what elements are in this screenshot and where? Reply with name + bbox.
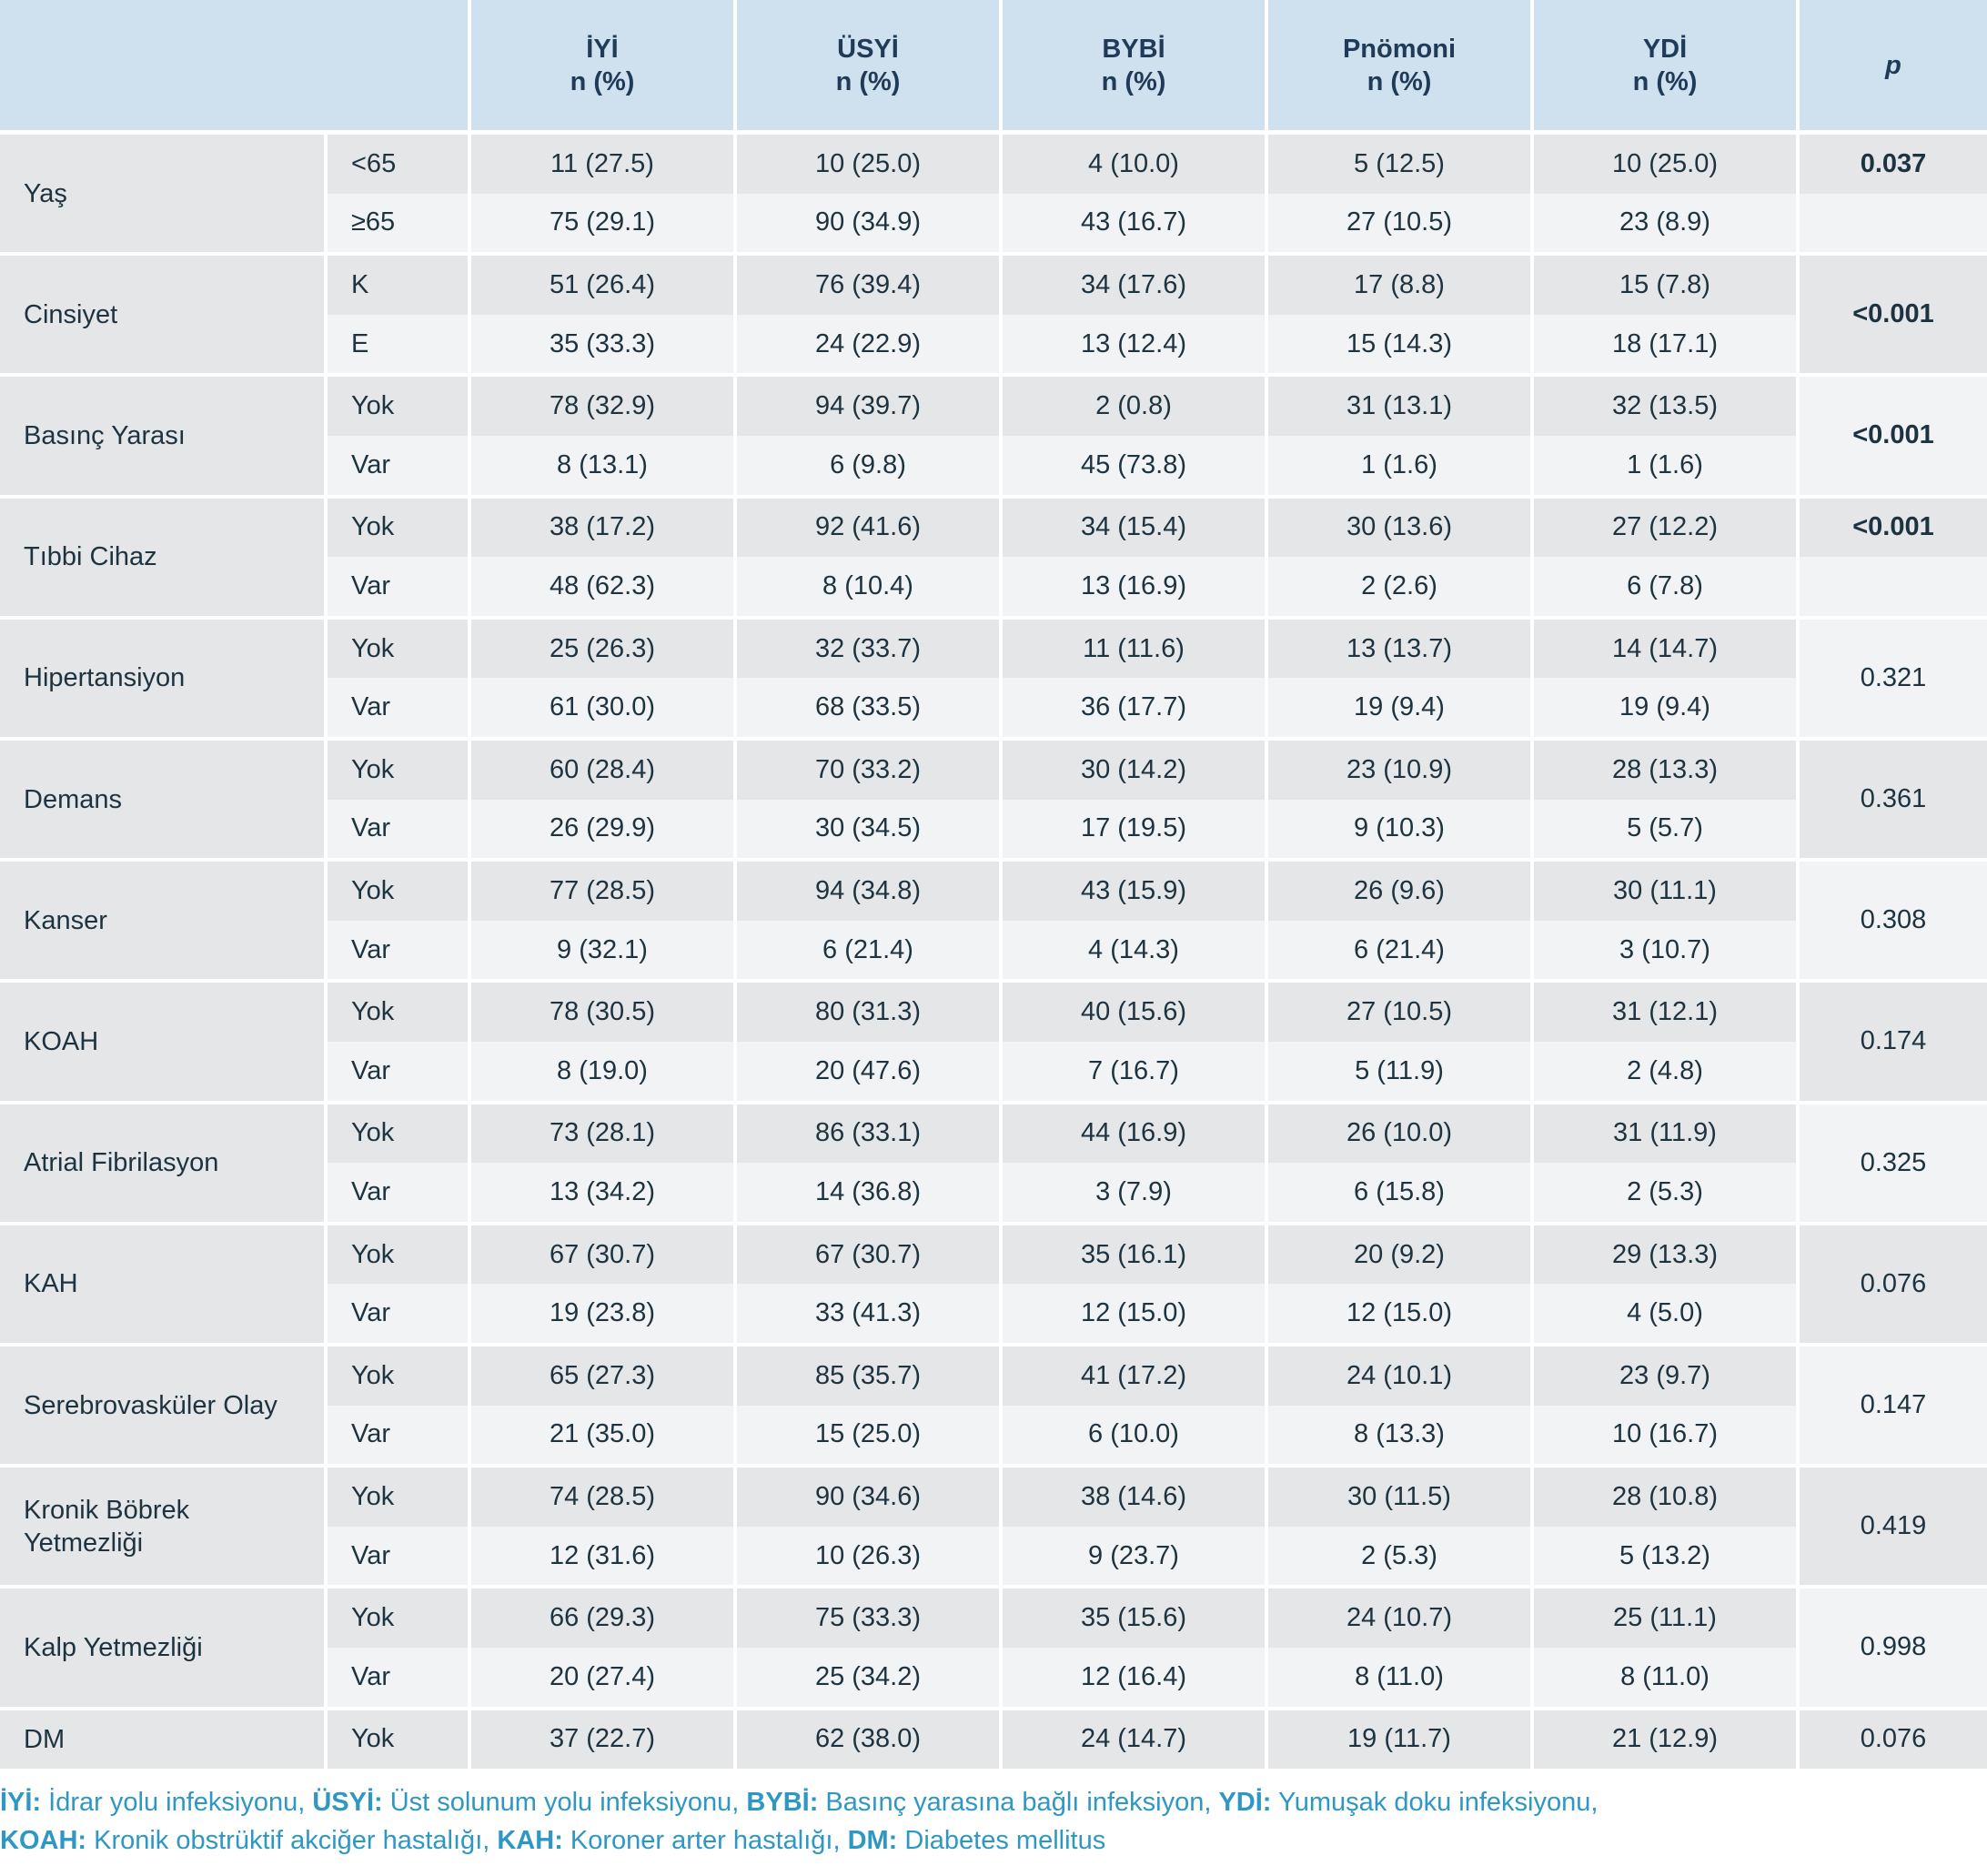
table-cell: 30 (13.6) <box>1268 499 1530 558</box>
table-cell: 29 (13.3) <box>1534 1225 1796 1285</box>
table-cell: 19 (9.4) <box>1268 678 1530 737</box>
table-cell: 34 (17.6) <box>1003 256 1265 315</box>
table-cell: 11 (27.5) <box>471 135 733 194</box>
table-cell: 23 (9.7) <box>1534 1346 1796 1406</box>
table-cell: 11 (11.6) <box>1003 620 1265 679</box>
table-cell: 35 (33.3) <box>471 315 733 374</box>
table-cell: 6 (21.4) <box>737 921 999 980</box>
table-cell: 90 (34.9) <box>737 194 999 253</box>
p-value: 0.325 <box>1800 1104 1987 1222</box>
footnote-text: Koroner arter hastalığı, <box>562 1826 848 1855</box>
table-cell: 25 (11.1) <box>1534 1589 1796 1648</box>
table-cell: 90 (34.6) <box>737 1468 999 1527</box>
table-cell: 24 (10.7) <box>1268 1589 1530 1648</box>
table-cell: 43 (15.9) <box>1003 862 1265 921</box>
subgroup-label: Var <box>328 1163 468 1222</box>
table-cell: 6 (21.4) <box>1268 921 1530 980</box>
table-cell: 7 (16.7) <box>1003 1042 1265 1101</box>
footnote-abbr: KOAH: <box>0 1826 87 1855</box>
table-cell: 77 (28.5) <box>471 862 733 921</box>
table-cell: 6 (7.8) <box>1534 557 1796 616</box>
table-cell: 8 (11.0) <box>1268 1648 1530 1707</box>
table-cell: 67 (30.7) <box>471 1225 733 1285</box>
table-cell: 68 (33.5) <box>737 678 999 737</box>
table-cell: 94 (34.8) <box>737 862 999 921</box>
subgroup-label: Var <box>328 1042 468 1101</box>
footnote <box>0 1783 1987 1860</box>
table-cell: 26 (10.0) <box>1268 1104 1530 1164</box>
table-cell: 17 (8.8) <box>1268 256 1530 315</box>
table-cell: 75 (29.1) <box>471 194 733 253</box>
p-value-header: p <box>1800 0 1987 130</box>
table-cell: 8 (13.3) <box>1268 1406 1530 1465</box>
table-cell: 14 (36.8) <box>737 1163 999 1222</box>
table-cell: 20 (27.4) <box>471 1648 733 1707</box>
footnote-text: Üst solunum yolu infeksiyonu, <box>382 1788 747 1817</box>
table-cell: 30 (34.5) <box>737 800 999 859</box>
p-value: 0.308 <box>1800 862 1987 979</box>
table-cell: 60 (28.4) <box>471 741 733 800</box>
group-label: DM <box>0 1710 324 1770</box>
table-cell: 20 (47.6) <box>737 1042 999 1101</box>
subgroup-label: Yok <box>328 1468 468 1527</box>
subgroup-label: E <box>328 315 468 374</box>
group-label: KAH <box>0 1225 324 1343</box>
table-cell: 30 (14.2) <box>1003 741 1265 800</box>
group-label: Hipertansiyon <box>0 620 324 737</box>
table-cell: 25 (26.3) <box>471 620 733 679</box>
table-cell: 13 (16.9) <box>1003 557 1265 616</box>
p-value: 0.147 <box>1800 1346 1987 1464</box>
column-header: Pnömoni n (%) <box>1268 0 1530 130</box>
table-cell: 13 (34.2) <box>471 1163 733 1222</box>
table-cell: 12 (31.6) <box>471 1527 733 1586</box>
table-cell: 6 (9.8) <box>737 436 999 495</box>
table-cell: 86 (33.1) <box>737 1104 999 1164</box>
table-cell: 43 (16.7) <box>1003 194 1265 253</box>
footnote-abbr: DM: <box>847 1826 898 1855</box>
table-cell: 3 (10.7) <box>1534 921 1796 980</box>
table-cell: 40 (15.6) <box>1003 983 1265 1042</box>
p-value: 0.076 <box>1800 1710 1987 1770</box>
table-cell: 70 (33.2) <box>737 741 999 800</box>
subgroup-label: Var <box>328 678 468 737</box>
table-cell: 51 (26.4) <box>471 256 733 315</box>
subgroup-label: Var <box>328 1648 468 1707</box>
table-cell: 2 (0.8) <box>1003 377 1265 436</box>
table-cell: 2 (5.3) <box>1534 1163 1796 1222</box>
table-cell: 35 (16.1) <box>1003 1225 1265 1285</box>
footnote-text: Basınç yarasına bağlı infeksiyon, <box>818 1788 1219 1817</box>
p-value: 0.076 <box>1800 1225 1987 1343</box>
table-cell: 10 (25.0) <box>737 135 999 194</box>
table-cell: 8 (11.0) <box>1534 1648 1796 1707</box>
footnote-text: Diabetes mellitus <box>897 1826 1106 1855</box>
p-value: <0.001 <box>1800 377 1987 494</box>
table-cell: 3 (7.9) <box>1003 1163 1265 1222</box>
table-cell: 10 (26.3) <box>737 1527 999 1586</box>
table-cell: 14 (14.7) <box>1534 620 1796 679</box>
table-cell: 73 (28.1) <box>471 1104 733 1164</box>
table-cell: 15 (25.0) <box>737 1406 999 1465</box>
table-cell: 9 (10.3) <box>1268 800 1530 859</box>
footnote-text: İdrar yolu infeksiyonu, <box>41 1788 313 1817</box>
subgroup-label: Var <box>328 436 468 495</box>
column-header: BYBİ n (%) <box>1003 0 1265 130</box>
table-cell: 19 (23.8) <box>471 1284 733 1343</box>
table-cell: 44 (16.9) <box>1003 1104 1265 1164</box>
footnote-line <box>0 1821 1987 1860</box>
table-cell: 15 (14.3) <box>1268 315 1530 374</box>
footnote-abbr: İYİ: <box>0 1788 42 1817</box>
table-cell: 15 (7.8) <box>1534 256 1796 315</box>
table-cell: 37 (22.7) <box>471 1710 733 1770</box>
table-cell: 5 (13.2) <box>1534 1527 1796 1586</box>
table-cell: 48 (62.3) <box>471 557 733 616</box>
table-cell: 13 (12.4) <box>1003 315 1265 374</box>
subgroup-label: Var <box>328 1284 468 1343</box>
table-cell: 61 (30.0) <box>471 678 733 737</box>
table-cell: 9 (32.1) <box>471 921 733 980</box>
table-cell: 27 (10.5) <box>1268 983 1530 1042</box>
subgroup-label: Yok <box>328 499 468 558</box>
table-cell: 18 (17.1) <box>1534 315 1796 374</box>
p-value-blank <box>1800 557 1987 616</box>
table-cell: 75 (33.3) <box>737 1589 999 1648</box>
subgroup-label: Yok <box>328 1225 468 1285</box>
subgroup-label: Yok <box>328 1710 468 1770</box>
table-cell: 2 (5.3) <box>1268 1527 1530 1586</box>
footnote-abbr: KAH: <box>497 1826 563 1855</box>
p-value: 0.037 <box>1800 135 1987 194</box>
table-cell: 32 (13.5) <box>1534 377 1796 436</box>
table-cell: 5 (12.5) <box>1268 135 1530 194</box>
table-cell: 8 (13.1) <box>471 436 733 495</box>
table-cell: 31 (11.9) <box>1534 1104 1796 1164</box>
table-cell: 4 (14.3) <box>1003 921 1265 980</box>
subgroup-label: Var <box>328 557 468 616</box>
table-cell: 12 (16.4) <box>1003 1648 1265 1707</box>
table-cell: 10 (25.0) <box>1534 135 1796 194</box>
table-cell: 19 (9.4) <box>1534 678 1796 737</box>
subgroup-label: Yok <box>328 620 468 679</box>
table-cell: 78 (30.5) <box>471 983 733 1042</box>
subgroup-label: <65 <box>328 135 468 194</box>
table-cell: 2 (2.6) <box>1268 557 1530 616</box>
table-cell: 32 (33.7) <box>737 620 999 679</box>
table-cell: 41 (17.2) <box>1003 1346 1265 1406</box>
table-cell: 62 (38.0) <box>737 1710 999 1770</box>
subgroup-label: Var <box>328 1406 468 1465</box>
p-value: 0.998 <box>1800 1589 1987 1706</box>
table-cell: 21 (35.0) <box>471 1406 733 1465</box>
table-cell: 9 (23.7) <box>1003 1527 1265 1586</box>
group-label: Demans <box>0 741 324 858</box>
group-label: Yaş <box>0 135 324 252</box>
footnote-abbr: ÜSYİ: <box>312 1788 383 1817</box>
table-cell: 76 (39.4) <box>737 256 999 315</box>
table-cell: 19 (11.7) <box>1268 1710 1530 1770</box>
table-cell: 65 (27.3) <box>471 1346 733 1406</box>
table-cell: 5 (5.7) <box>1534 800 1796 859</box>
p-value: 0.174 <box>1800 983 1987 1100</box>
table-cell: 12 (15.0) <box>1003 1284 1265 1343</box>
table-cell: 6 (15.8) <box>1268 1163 1530 1222</box>
subgroup-label: ≥65 <box>328 194 468 253</box>
table-cell: 30 (11.5) <box>1268 1468 1530 1527</box>
table-cell: 26 (9.6) <box>1268 862 1530 921</box>
table-cell: 5 (11.9) <box>1268 1042 1530 1101</box>
table-cell: 94 (39.7) <box>737 377 999 436</box>
table-cell: 24 (22.9) <box>737 315 999 374</box>
table-cell: 24 (14.7) <box>1003 1710 1265 1770</box>
table-cell: 27 (10.5) <box>1268 194 1530 253</box>
table-cell: 6 (10.0) <box>1003 1406 1265 1465</box>
footnote-text: Yumuşak doku infeksiyonu, <box>1271 1788 1599 1817</box>
table-cell: 31 (13.1) <box>1268 377 1530 436</box>
p-value-blank <box>1800 194 1987 253</box>
table-cell: 38 (14.6) <box>1003 1468 1265 1527</box>
table-cell: 25 (34.2) <box>737 1648 999 1707</box>
table-cell: 2 (4.8) <box>1534 1042 1796 1101</box>
group-label: Tıbbi Cihaz <box>0 499 324 616</box>
table-cell: 26 (29.9) <box>471 800 733 859</box>
table-cell: 74 (28.5) <box>471 1468 733 1527</box>
subgroup-label: Yok <box>328 1589 468 1648</box>
table-cell: 36 (17.7) <box>1003 678 1265 737</box>
table-cell: 35 (15.6) <box>1003 1589 1265 1648</box>
table-cell: 24 (10.1) <box>1268 1346 1530 1406</box>
subgroup-label: K <box>328 256 468 315</box>
table-cell: 80 (31.3) <box>737 983 999 1042</box>
table-cell: 67 (30.7) <box>737 1225 999 1285</box>
group-label: Kronik Böbrek Yetmezliği <box>0 1468 324 1585</box>
footnote-text: Kronik obstrüktif akciğer hastalığı, <box>86 1826 498 1855</box>
p-value: 0.321 <box>1800 620 1987 737</box>
table-cell: 27 (12.2) <box>1534 499 1796 558</box>
table-cell: 4 (5.0) <box>1534 1284 1796 1343</box>
subgroup-label: Yok <box>328 741 468 800</box>
table-cell: 33 (41.3) <box>737 1284 999 1343</box>
subgroup-label: Var <box>328 1527 468 1586</box>
subgroup-label: Var <box>328 921 468 980</box>
column-header: YDİ n (%) <box>1534 0 1796 130</box>
table-cell: 1 (1.6) <box>1268 436 1530 495</box>
column-header: İYİ n (%) <box>471 0 733 130</box>
p-value: 0.419 <box>1800 1468 1987 1585</box>
p-value: <0.001 <box>1800 256 1987 373</box>
table-cell: 28 (10.8) <box>1534 1468 1796 1527</box>
subgroup-label: Yok <box>328 983 468 1042</box>
p-value: <0.001 <box>1800 499 1987 558</box>
group-label: Atrial Fibrilasyon <box>0 1104 324 1222</box>
table-cell: 28 (13.3) <box>1534 741 1796 800</box>
table-cell: 31 (12.1) <box>1534 983 1796 1042</box>
column-header: ÜSYİ n (%) <box>737 0 999 130</box>
table-cell: 13 (13.7) <box>1268 620 1530 679</box>
table-cell: 23 (10.9) <box>1268 741 1530 800</box>
table-cell: 38 (17.2) <box>471 499 733 558</box>
subgroup-label: Yok <box>328 1104 468 1164</box>
table-cell: 21 (12.9) <box>1534 1710 1796 1770</box>
group-label: Basınç Yarası <box>0 377 324 494</box>
table-cell: 17 (19.5) <box>1003 800 1265 859</box>
table-cell: 1 (1.6) <box>1534 436 1796 495</box>
table-cell: 30 (11.1) <box>1534 862 1796 921</box>
p-value: 0.361 <box>1800 741 1987 858</box>
table-cell: 78 (32.9) <box>471 377 733 436</box>
group-label: Cinsiyet <box>0 256 324 373</box>
table-cell: 45 (73.8) <box>1003 436 1265 495</box>
group-label: KOAH <box>0 983 324 1100</box>
table-cell: 10 (16.7) <box>1534 1406 1796 1465</box>
subgroup-label: Yok <box>328 862 468 921</box>
table-cell: 8 (19.0) <box>471 1042 733 1101</box>
table-cell: 12 (15.0) <box>1268 1284 1530 1343</box>
footnote-abbr: YDİ: <box>1218 1788 1272 1817</box>
table-cell: 92 (41.6) <box>737 499 999 558</box>
table-cell: 34 (15.4) <box>1003 499 1265 558</box>
table-cell: 4 (10.0) <box>1003 135 1265 194</box>
group-label: Kanser <box>0 862 324 979</box>
table-cell: 66 (29.3) <box>471 1589 733 1648</box>
table-cell: 20 (9.2) <box>1268 1225 1530 1285</box>
subgroup-label: Yok <box>328 377 468 436</box>
header-blank <box>0 0 468 130</box>
footnote-abbr: BYBİ: <box>746 1788 819 1817</box>
table-cell: 23 (8.9) <box>1534 194 1796 253</box>
footnote-line <box>0 1783 1987 1821</box>
table-cell: 85 (35.7) <box>737 1346 999 1406</box>
group-label: Serebrovasküler Olay <box>0 1346 324 1464</box>
subgroup-label: Var <box>328 800 468 859</box>
group-label: Kalp Yetmezliği <box>0 1589 324 1706</box>
table-cell: 8 (10.4) <box>737 557 999 616</box>
subgroup-label: Yok <box>328 1346 468 1406</box>
